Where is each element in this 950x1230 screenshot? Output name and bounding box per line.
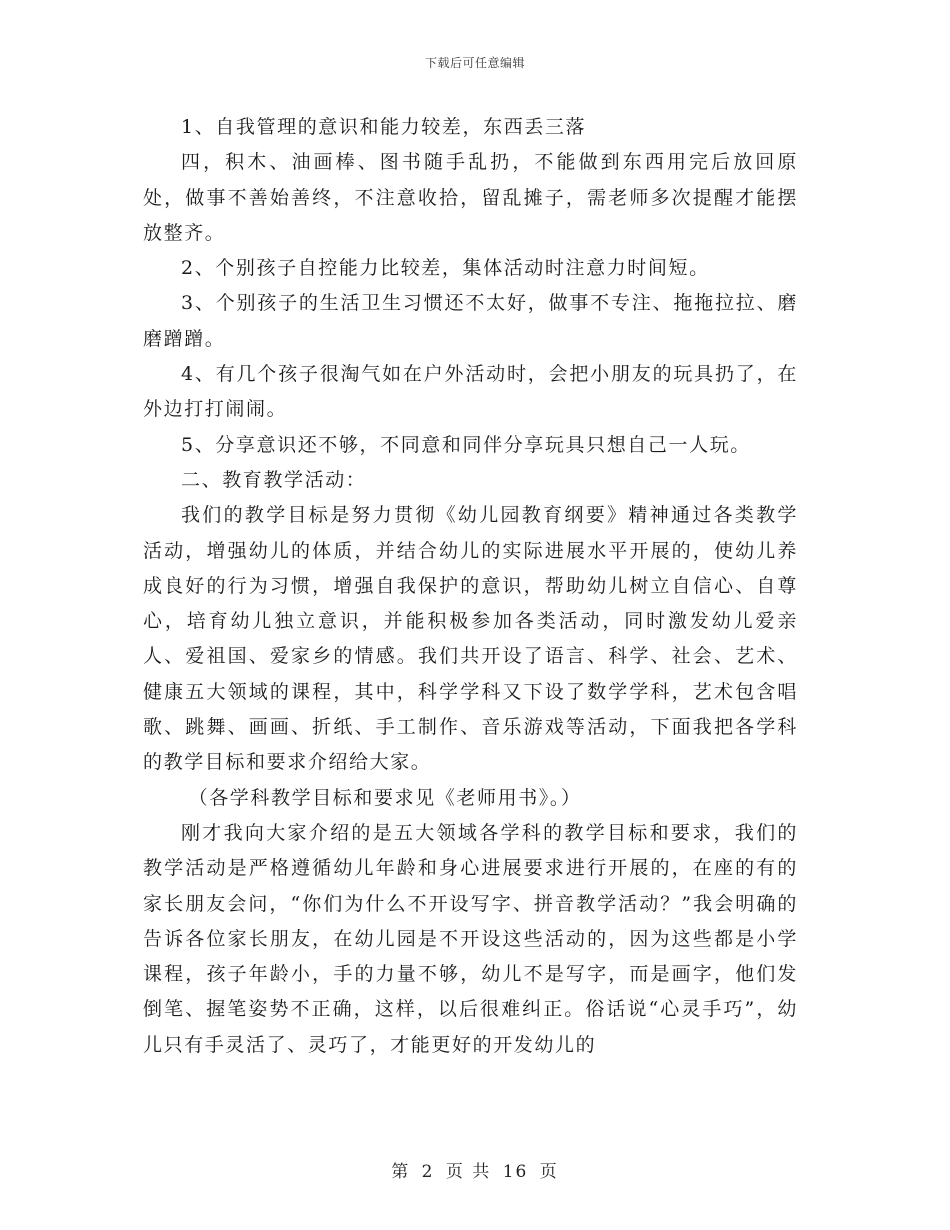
footer-prefix: 第 <box>391 1162 411 1182</box>
paragraph-teacher-book-note: （各学科教学目标和要求见《老师用书》。） <box>188 786 582 809</box>
header-note: 下载后可任意编辑 <box>424 56 525 70</box>
paragraph-self-management: 1、自我管理的意识和能力较差，东西丢三落 <box>181 116 587 138</box>
document-body <box>143 110 798 1063</box>
footer-total-pages: 16 <box>502 1162 529 1182</box>
footer-current-page: 2 <box>421 1162 435 1182</box>
paragraph-naughty-children: 4、有几个孩子很淘气如在户外活动时，会把小朋友的玩具扔了，在外边打打闹闹。 <box>143 363 798 421</box>
page-footer <box>0 1157 950 1182</box>
paragraph-toys-tidying: 四，积木、油画棒、图书随手乱扔，不能做到东西用完后放回原处，做事不善始善终，不注意收拾，留乱摊子，需老师多次提醒才能摆放整齐。 <box>143 151 798 244</box>
footer-suffix: 页 <box>539 1162 559 1182</box>
footer-middle: 页 共 <box>445 1162 492 1182</box>
section-heading-teaching-activities: 二、教育教学活动： <box>181 468 367 491</box>
paragraph-teaching-goals: 我们的教学目标是努力贯彻《幼儿园教育纲要》精神通过各类教学活动，增强幼儿的体质，并结合幼儿的实际进展水平开展的，使幼儿养成良好的行为习惯，增强自我保护的意识，帮助幼儿树立自信心、自尊心，培育幼儿独立意识，并能积极参加各类活动，同时激发幼儿爱亲人、爱祖国、爱家乡的情感。我们共开设了语言、科学、社会、艺术、健康五大领域的课程，其中，科学学科又下设了数学学科，艺术包含唱歌、跳舞、画画、折纸、手工制作、音乐游戏等活动，下面我把各学科的教学目标和要求介绍给大家。 <box>143 504 798 774</box>
paragraph-self-control: 2、个别孩子自控能力比较差，集体活动时注意力时间短。 <box>181 257 710 280</box>
paragraph-no-writing-pinyin: 刚才我向大家介绍的是五大领域各学科的教学目标和要求，我们的教学活动是严格遵循幼儿年龄和身心进展要求进行开展的，在座的有的家长朋友会问，“你们为什么不开设写字、拼音教学活动？”我会明确的告诉各位家长朋友，在幼儿园是不开设这些活动的，因为这些都是小学课程，孩子年龄小，手的力量不够，幼儿不是写字，而是画字，他们发倒笔、握笔姿势不正确，这样，以后很难纠正。俗话说“心灵手巧”，幼儿只有手灵活了、灵巧了，才能更好的开发幼儿的 <box>143 821 798 1056</box>
paragraph-sharing: 5、分享意识还不够，不同意和同伴分享玩具只想自己一人玩。 <box>181 433 751 456</box>
paragraph-hygiene-habits: 3、个别孩子的生活卫生习惯还不太好，做事不专注、拖拖拉拉、磨磨蹭蹭。 <box>143 292 798 350</box>
